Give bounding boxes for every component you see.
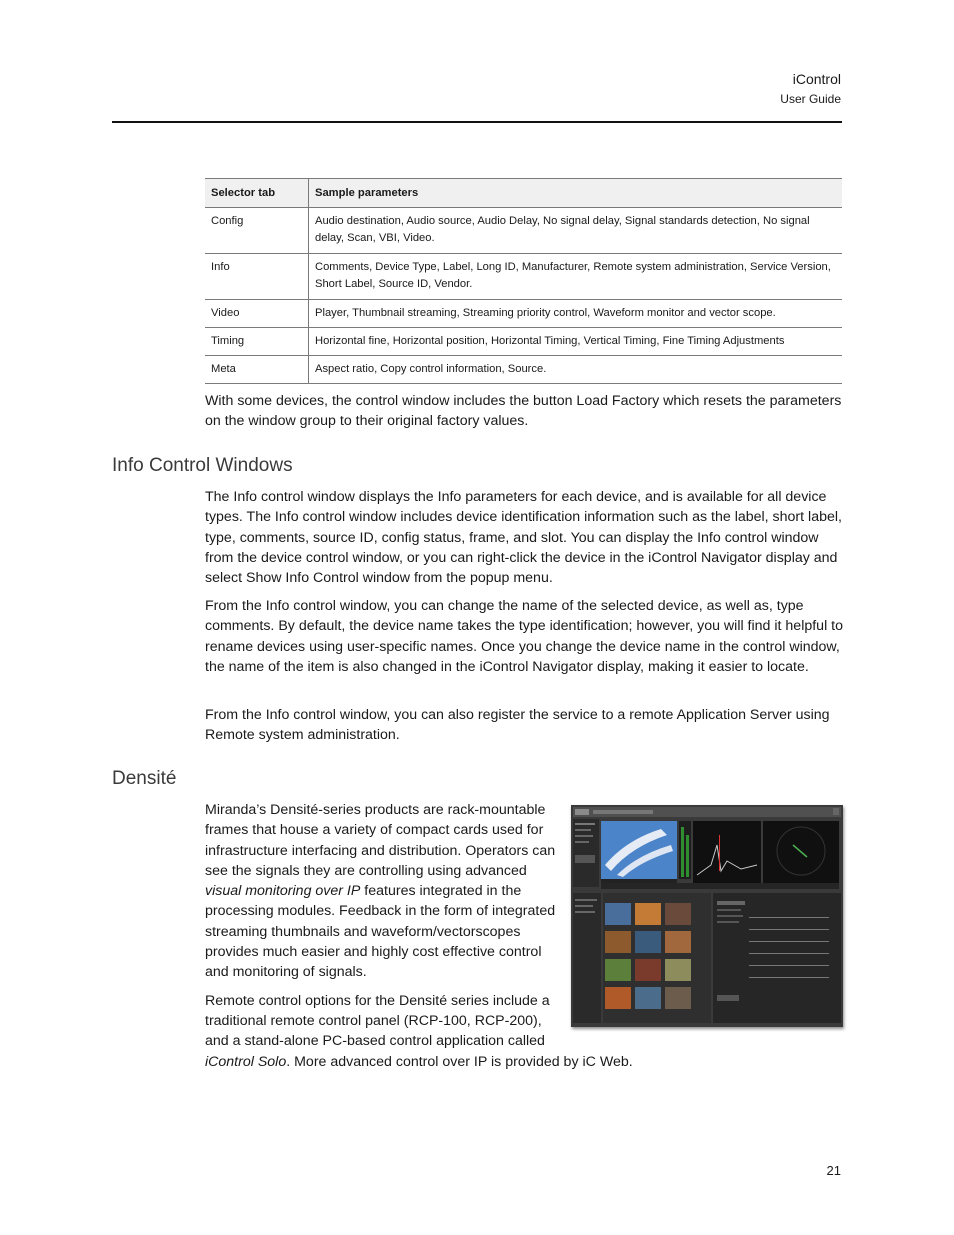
densite-paragraph-2: Remote control options for the Densité series include a traditional remote control panel (RCP-100, RCP-200), and a stand-alone PC-based control application called iControl Solo. More advanced control over IP is provided by iC Web.	[205, 992, 633, 1070]
heading-info-control-windows: Info Control Windows	[112, 455, 293, 476]
table-row	[205, 208, 842, 254]
info-paragraph-3: From the Info control window, you can also register the service to a remote Application Server using Remote system administration.	[205, 707, 830, 744]
running-header-title: iControl	[792, 71, 841, 87]
table-row	[205, 356, 842, 384]
info-paragraph-1: The Info control window displays the Info parameters for each device, and is available for all device types. The Info control window includes device identification information such as the label, short label, type, comments, source ID, config status, frame, and slot. You can display the Info control window from the device control window, or you can right-click the device in the iControl Navigator display and select Show Info Control window from the popup menu.	[205, 489, 842, 587]
table-cell: Horizontal fine, Horizontal position, Horizontal Timing, Vertical Timing, Fine Timing Adjustments	[309, 328, 843, 356]
column-header-selector-tab: Selector tab	[205, 179, 309, 208]
heading-densite: Densité	[112, 768, 177, 789]
densite-screenshot-image	[571, 805, 843, 1027]
screenshot-illustration	[571, 805, 843, 1027]
table-cell: Aspect ratio, Copy control information, Source.	[309, 356, 843, 384]
table-cell: Timing	[205, 328, 309, 356]
table-cell: Info	[205, 254, 309, 300]
info-paragraph-2: From the Info control window, you can change the name of the selected device, as well as, type comments. By default, the device name takes the type identification; however, you will find it helpful to rename devices using user-specific names. Once you change the device name in the control window, the name of the item is also changed in the iControl Navigator display, making it easier to locate.	[205, 598, 843, 675]
page-number: 21	[826, 1163, 841, 1178]
table-row	[205, 254, 842, 300]
table-cell: Config	[205, 208, 309, 254]
selector-tab-table	[205, 178, 842, 384]
table-header-row	[205, 179, 842, 208]
table-cell: Comments, Device Type, Label, Long ID, Manufacturer, Remote system administration, Service Version, Short Label, Source ID, Vendor.	[309, 254, 843, 300]
densite-paragraph-1: Miranda’s Densité-series products are rack-mountable frames that house a variety of compact cards used for infrastructure interfacing and distribution. Operators can see the signals they are controlling using advanced visual monitoring over IP features integrated in the processing modules. Feedback in the form of integrated streaming thumbnails and waveform/vectorscopes provides much easier and highly cost effective control and monitoring of signals.	[205, 802, 556, 981]
densite-body	[205, 800, 845, 1080]
table-cell: Audio destination, Audio source, Audio Delay, No signal delay, Signal standards detection, No signal delay, Scan, VBI, Video.	[309, 208, 843, 254]
table-row	[205, 328, 842, 356]
densite-screenshot-figure	[571, 805, 843, 1027]
table-row	[205, 300, 842, 328]
table-cell: Player, Thumbnail streaming, Streaming priority control, Waveform monitor and vector scope.	[309, 300, 843, 328]
table-cell: Video	[205, 300, 309, 328]
running-header-subtitle: User Guide	[780, 92, 841, 106]
table-cell: Meta	[205, 356, 309, 384]
header-rule	[112, 121, 842, 123]
load-factory-paragraph: With some devices, the control window includes the button Load Factory which resets the parameters on the window group to their original factory values.	[205, 393, 842, 430]
column-header-sample-parameters: Sample parameters	[309, 179, 843, 208]
